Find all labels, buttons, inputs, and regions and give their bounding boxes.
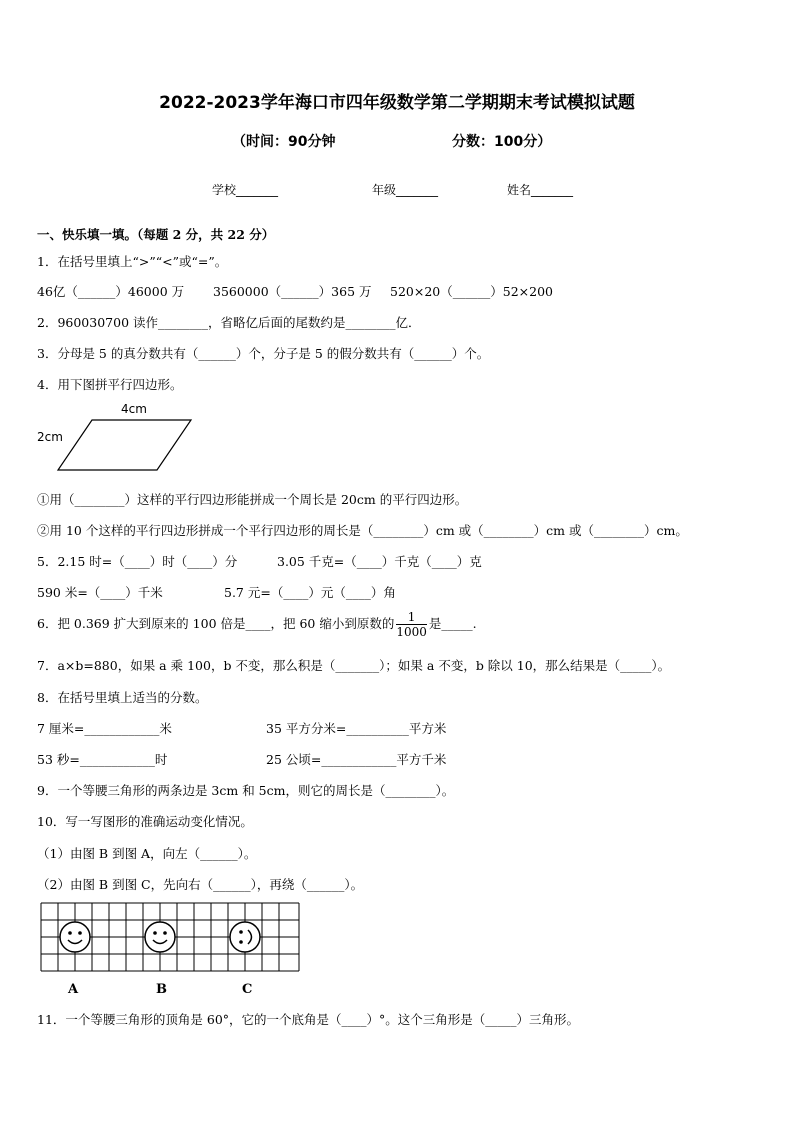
- q5-d: 5.7 元=（____）元（____）角: [224, 585, 396, 600]
- q5-a: 5．2.15 时=（____）时（____）分: [37, 554, 238, 569]
- exam-time: （时间：90分钟: [232, 134, 336, 150]
- label-a: A: [68, 982, 79, 997]
- name-field: 姓名_______: [507, 183, 574, 197]
- q6-post: 是_____.: [428, 616, 477, 631]
- q5-b: 3.05 千克=（____）千克（____）克: [277, 554, 482, 569]
- q8-stem: 8．在括号里填上适当的分数。: [37, 690, 208, 705]
- q8-a: 7 厘米=____________米: [37, 721, 172, 736]
- grid-shape: [40, 902, 302, 974]
- section-heading: 一、快乐填一填。（每题 2 分，共 22 分）: [37, 227, 275, 242]
- q10-part2: （2）由图 B 到图 C，先向右（______），再绕（______）。: [37, 877, 364, 892]
- label-c: C: [242, 982, 253, 997]
- school-field: 学校_______: [212, 183, 279, 197]
- q6-pre: 6．把 0.369 扩大到原来的 100 倍是____，把 60 缩小到原数的: [37, 616, 395, 631]
- q8-d: 25 公顷=____________平方千米: [266, 752, 447, 767]
- q7: 7．a×b=880，如果 a 乘 100，b 不变，那么积是（_______）；如果 a 不变，b 除以 10，那么结果是（_____）。: [37, 658, 671, 673]
- q3: 3．分母是 5 的真分数共有（______）个，分子是 5 的假分数共有（______）个。: [37, 346, 490, 361]
- parallelogram-figure: [35, 402, 205, 477]
- q8-b: 35 平方分米=__________平方米: [266, 721, 447, 736]
- exam-score: 分数：100分）: [452, 134, 552, 150]
- fraction: [396, 610, 427, 639]
- q4-part2: ②用 10 个这样的平行四边形拼成一个平行四边形的周长是（________）cm 或（________）cm 或（________）cm。: [37, 523, 688, 538]
- q4-part1: ①用（________）这样的平行四边形能拼成一个周长是 20cm 的平行四边形。: [37, 492, 468, 507]
- label-4cm: 4cm: [121, 402, 147, 416]
- q4-stem: 4．用下图拼平行四边形。: [37, 377, 183, 392]
- q9: 9．一个等腰三角形的两条边是 3cm 和 5cm，则它的周长是（________）。: [37, 783, 455, 798]
- grade-field: 年级_______: [372, 183, 439, 197]
- label-2cm: 2cm: [37, 430, 63, 444]
- q1-a: 46亿（______）46000 万: [37, 284, 185, 299]
- q5-c: 590 米=（____）千米: [37, 585, 163, 600]
- fraction-numerator: 1: [396, 610, 427, 625]
- q1-b: 3560000（______）365 万: [213, 284, 372, 299]
- fraction-denominator: 1000: [396, 625, 427, 639]
- grid-figure: [40, 902, 302, 998]
- page-title: 2022-2023学年海口市四年级数学第二学期期末考试模拟试题: [159, 93, 635, 113]
- q1-c: 520×20（______）52×200: [390, 284, 553, 299]
- q6: [37, 610, 477, 639]
- q2: 2．960030700 读作________，省略亿后面的尾数约是________亿．: [37, 315, 421, 330]
- q10-stem: 10．写一写图形的准确运动变化情况。: [37, 814, 253, 829]
- q11: 11．一个等腰三角形的顶角是 60°，它的一个底角是（____）°。这个三角形是（_____）三角形。: [37, 1012, 580, 1027]
- q10-part1: （1）由图 B 到图 A，向左（______）。: [37, 846, 257, 861]
- q8-c: 53 秒=____________时: [37, 752, 168, 767]
- q1-stem: 1．在括号里填上“>”“<”或“=”。: [37, 254, 228, 269]
- label-b: B: [156, 982, 167, 997]
